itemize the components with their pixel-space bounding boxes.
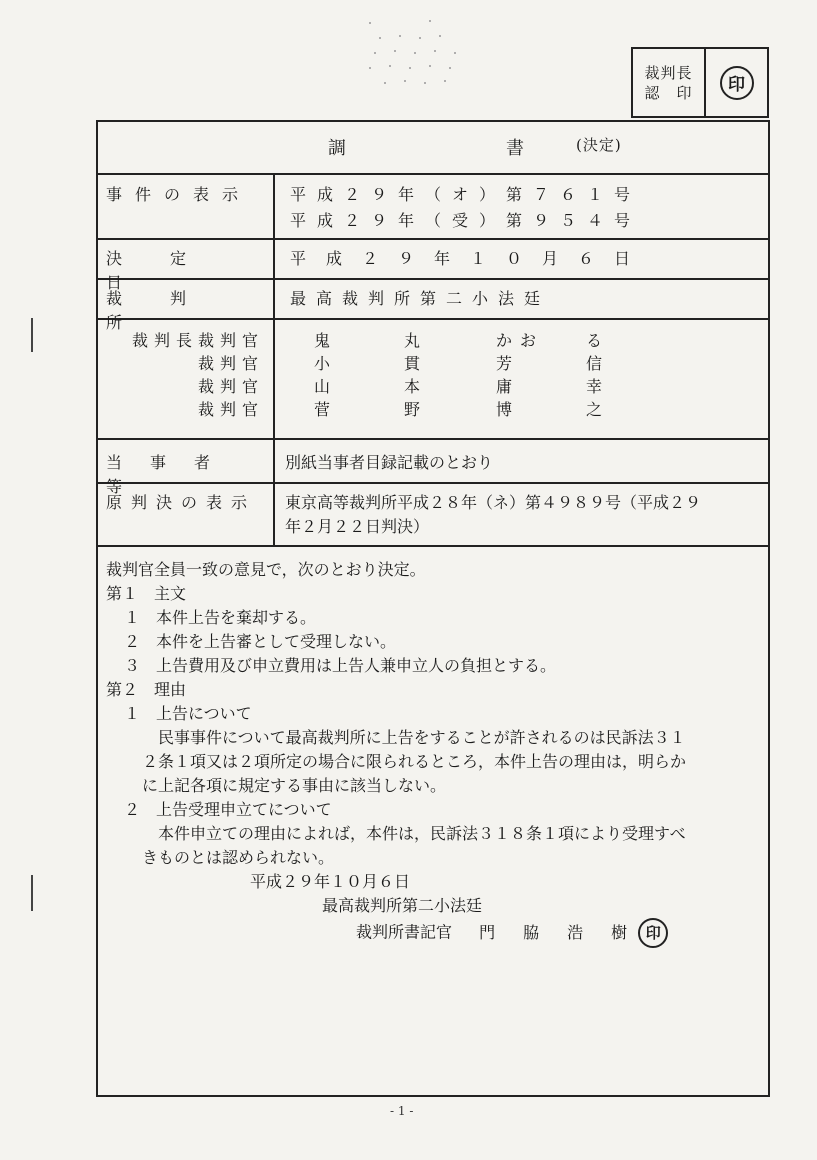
judge-name-char: 小 (314, 354, 331, 373)
order-item: ３ 上告費用及び申立費用は上告人兼申立人の負担とする。 (124, 656, 557, 675)
original-judgment-line1: 東京高等裁判所平成２８年（ネ）第４９８９号（平成２９ (285, 493, 702, 512)
intro-text: 裁判官全員一致の意見で，次のとおり決定。 (106, 560, 426, 579)
case-number-1: 平成２９年（オ）第７６１号 (290, 185, 642, 204)
reason2-heading: ２ 上告受理申立てについて (124, 800, 332, 819)
chief-judge-stamp-box (631, 47, 769, 118)
court-label: 裁判所 (106, 289, 235, 332)
judge-name (264, 374, 756, 397)
judge-name (264, 397, 756, 420)
judge-name-char: 芳 (496, 354, 513, 373)
judge-name-char: 本 (404, 377, 421, 396)
decision-date-value: 平成２９年１０月６日 (290, 249, 651, 268)
title-part1: 調 (328, 138, 348, 159)
reason2-text: 本件申立ての理由によれば，本件は，民訴法３１８条１項により受理すべ (158, 824, 686, 843)
case-label (106, 183, 264, 207)
stamp-label (633, 49, 706, 116)
judge-name-char: 菅 (314, 400, 331, 419)
section2-heading: 第２ 理由 (106, 680, 187, 699)
reason2-text: きものとは認められない。 (142, 848, 335, 867)
clerk-title: 裁判所書記官 (356, 922, 453, 942)
judge-name-char: 博 (496, 400, 513, 419)
judge-name-char: 庸 (496, 377, 513, 396)
section1-heading: 第１ 主文 (106, 584, 187, 603)
margin-mark (31, 875, 33, 911)
judge-title: 裁判官 (197, 377, 264, 396)
court-value: 最高裁判所第二小法廷 (290, 289, 551, 308)
judge-name (264, 351, 756, 374)
reason1-text: ２条１項又は２項所定の場合に限られるところ，本件上告の理由は，明らか (142, 752, 687, 771)
reason1-heading: １ 上告について (124, 704, 252, 723)
judges-list (106, 328, 756, 420)
decision-date: 平成２９年１０月６日 (250, 872, 411, 891)
judge-name-char: 貫 (404, 354, 421, 373)
judge-name-char: 鬼 (314, 331, 331, 350)
divider (96, 173, 770, 175)
decision-body (106, 558, 756, 948)
judge-row (106, 374, 756, 397)
judge-name-char: 信 (586, 354, 603, 373)
seal-icon: 印 (720, 66, 754, 100)
divider (96, 545, 770, 547)
judge-title: 裁判官 (197, 400, 264, 419)
margin-mark (31, 318, 33, 352)
judge-title: 裁判長裁判官 (131, 331, 264, 350)
judge-title: 裁判官 (197, 354, 264, 373)
stamp-label-line2: 認 印 (644, 83, 693, 102)
order-item: １ 本件上告を棄却する。 (124, 608, 317, 627)
parties-value: 別紙当事者目録記載のとおり (285, 453, 494, 472)
title-note: (決定) (576, 136, 622, 154)
original-judgment-line2: 年２月２２日判決） (285, 517, 430, 536)
judge-name-char: 野 (404, 400, 421, 419)
court-signature: 最高裁判所第二小法廷 (322, 896, 483, 915)
clerk-seal-icon: 印 (638, 918, 668, 948)
original-judgment-label: 原判決の表示 (106, 493, 257, 512)
stamp-seal-cell (706, 49, 767, 116)
case-number-2: 平成２９年（受）第９５４号 (290, 211, 642, 230)
case-label-text: 事件の表示 (106, 185, 252, 204)
judge-name (264, 328, 756, 351)
reason1-text: に上記各項に規定する事由に該当しない。 (142, 776, 447, 795)
clerk-name: 門 脇 浩 樹 (479, 922, 634, 942)
judge-row (106, 397, 756, 420)
title-part2: 書 (506, 138, 526, 159)
reason1-text: 民事事件について最高裁判所に上告をすることが許されるのは民訴法３１ (158, 728, 686, 747)
order-item: ２ 本件を上告審として受理しない。 (124, 632, 397, 651)
judge-name-char: 幸 (586, 377, 603, 396)
judge-name-char: 之 (586, 400, 603, 419)
judge-name-char: 山 (314, 377, 331, 396)
divider (96, 438, 770, 440)
emboss-dot-pattern (360, 18, 470, 98)
judge-row (106, 351, 756, 374)
judge-row (106, 328, 756, 351)
divider (96, 238, 770, 240)
stamp-label-line1: 裁判長 (644, 63, 693, 82)
decision-date-label: 決定日 (106, 249, 235, 292)
judge-name-char: かお (496, 331, 545, 350)
parties-label: 当事者等 (106, 453, 239, 496)
judge-name-char: 丸 (404, 331, 421, 350)
page-number: - 1 - (390, 1104, 414, 1118)
judge-name-char: る (586, 331, 603, 350)
clerk-signature (106, 918, 756, 948)
